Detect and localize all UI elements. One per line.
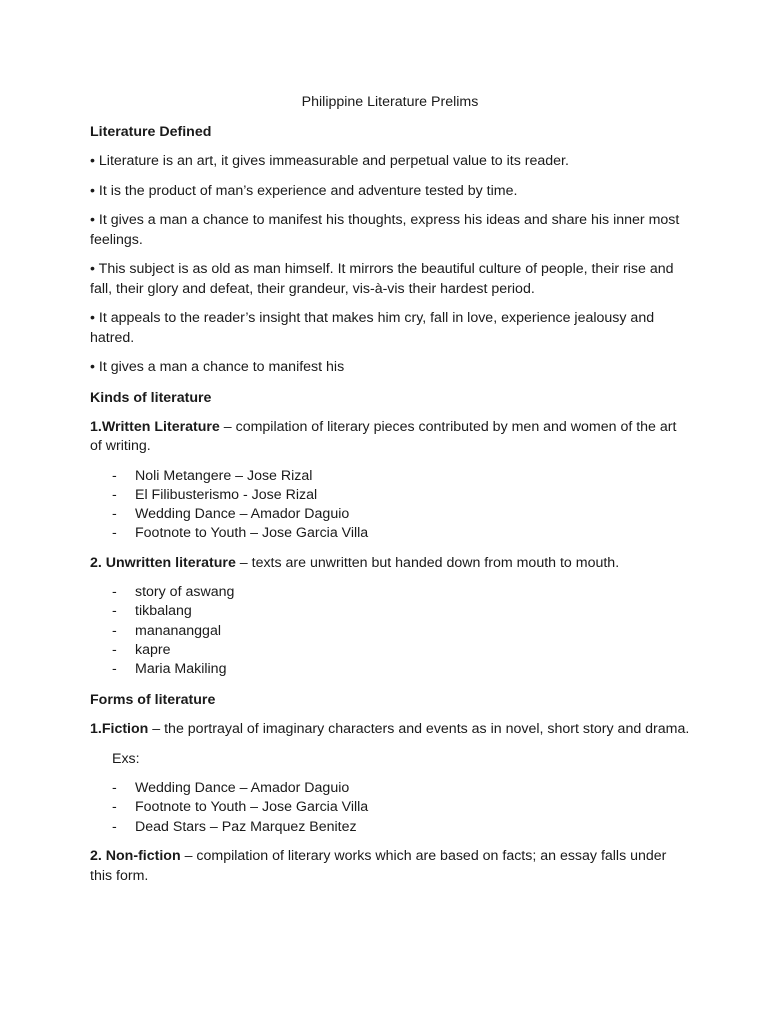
list-item <box>90 779 690 798</box>
dash-marker: - <box>112 486 117 503</box>
list-item-text: Maria Makiling <box>135 661 227 678</box>
dash-marker: - <box>112 642 117 659</box>
heading-literature-defined: Literature Defined <box>90 124 212 140</box>
dash-marker: - <box>112 622 117 639</box>
list-item-text: Wedding Dance – Amador Daguio <box>135 506 350 523</box>
examples-label: Exs: <box>112 751 140 768</box>
list-item <box>90 583 690 602</box>
bullet-paragraph: • This subject is as old as man himself. It mirrors the beautiful culture of people, their rise and fall, their glory and defeat, their grandeur, vis-à-vis their hardest period. <box>90 261 674 297</box>
list-item <box>90 641 690 660</box>
bullet-paragraph: • Literature is an art, it gives immeasurable and perpetual value to its reader. <box>90 153 569 169</box>
list-item-text: manananggal <box>135 622 221 639</box>
list-item-text: El Filibusterismo - Jose Rizal <box>135 486 318 503</box>
fiction-definition <box>90 720 690 740</box>
nonfiction-definition <box>90 847 690 886</box>
list-item-text: Wedding Dance – Amador Daguio <box>135 780 350 797</box>
list-item <box>90 818 690 837</box>
unwritten-literature-definition <box>90 554 690 574</box>
heading-forms-of-literature: Forms of literature <box>90 691 216 708</box>
term-written-literature: 1.Written Literature <box>90 418 220 435</box>
dash-marker: - <box>112 506 117 523</box>
definition-text: – compilation of literary pieces contributed by men and women of the art of writing. <box>90 418 677 454</box>
list-item <box>90 622 690 641</box>
bullet-paragraph: • It gives a man a chance to manifest his thoughts, express his ideas and share his inner most feelings. <box>90 212 680 248</box>
dash-marker: - <box>112 818 117 835</box>
list-item <box>90 486 690 505</box>
dash-marker: - <box>112 467 117 484</box>
bullet-paragraph: • It gives a man a chance to manifest his <box>90 359 345 375</box>
bullet-paragraph: • It appeals to the reader’s insight that makes him cry, fall in love, experience jealousy and hatred. <box>90 310 655 346</box>
definition-text: – texts are unwritten but handed down from mouth to mouth. <box>235 554 620 571</box>
dash-marker: - <box>112 525 117 542</box>
list-item-text: Noli Metangere – Jose Rizal <box>135 467 313 484</box>
dash-marker: - <box>112 584 117 601</box>
fiction-examples-list <box>90 779 690 837</box>
dash-marker: - <box>112 661 117 678</box>
list-item-text: tikbalang <box>135 603 192 620</box>
dash-marker: - <box>112 603 117 620</box>
list-item-text: Footnote to Youth – Jose Garcia Villa <box>135 525 369 542</box>
list-item-text: Dead Stars – Paz Marquez Benitez <box>135 818 357 835</box>
list-item-text: story of aswang <box>135 584 235 601</box>
list-item <box>90 602 690 621</box>
term-fiction: 1.Fiction <box>90 720 149 737</box>
bullet-paragraph: • It is the product of man’s experience and adventure tested by time. <box>90 182 518 199</box>
list-item-text: Footnote to Youth – Jose Garcia Villa <box>135 799 369 816</box>
document-page <box>90 92 690 896</box>
written-literature-definition <box>90 418 690 457</box>
term-unwritten-literature: 2. Unwritten literature <box>90 554 236 571</box>
document-title: Philippine Literature Prelims <box>301 94 479 110</box>
definition-text: – the portrayal of imaginary characters and events as in novel, short story and drama. <box>148 720 690 737</box>
list-item-text: kapre <box>135 642 171 659</box>
list-item <box>90 505 690 524</box>
list-item <box>90 798 690 817</box>
list-item <box>90 660 690 679</box>
definition-text: – compilation of literary works which are based on facts; an essay falls under this form. <box>90 848 667 884</box>
list-item <box>90 524 690 543</box>
dash-marker: - <box>112 799 117 816</box>
dash-marker: - <box>112 780 117 797</box>
written-examples-list <box>90 467 690 544</box>
heading-kinds-of-literature: Kinds of literature <box>90 389 212 406</box>
unwritten-examples-list <box>90 583 690 679</box>
list-item <box>90 467 690 486</box>
term-nonfiction: 2. Non-fiction <box>90 848 181 865</box>
